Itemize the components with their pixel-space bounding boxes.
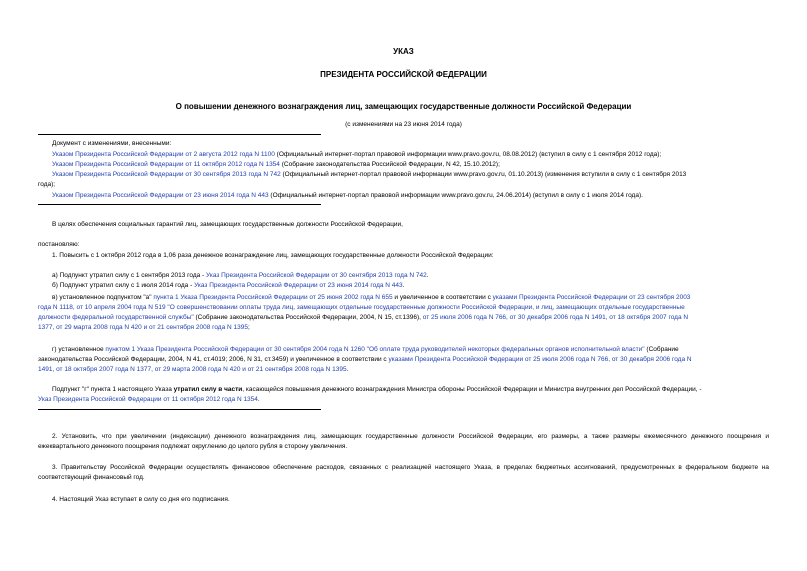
inline-link[interactable]: 1491, от 18 октября 2007 года N 1377, от 29 марта 2008 года N 420 и от 21 сентября 2008 года N 1395 xyxy=(38,366,347,373)
edition-note: (с изменениями на 23 июня 2014 года) xyxy=(345,121,462,128)
subparagraph-g-line xyxy=(38,355,692,364)
subparagraph-v-line xyxy=(38,323,250,332)
change-text: (Официальный интернет-портал правовой информации www.pravo.gov.ru, 08.08.2012) (вступил в силу с 1 сентября 2012 года); xyxy=(274,151,662,158)
change-item xyxy=(52,170,686,179)
inline-link[interactable]: от 25 июля 2006 года N 766, от 30 декабря 2006 года N 1491, от 18 октября 2007 года N xyxy=(422,314,689,321)
inline-text: . xyxy=(346,366,349,373)
paragraph-4: 4. Настоящий Указ вступает в силу со дня его подписания. xyxy=(52,496,230,503)
preamble: В целях обеспечения социальных гарантий лиц, замещающих государственные должности Российской Федерации, xyxy=(52,221,403,228)
change-link[interactable]: Указом Президента Российской Федерации от 2 августа 2012 года N 1100 xyxy=(52,151,275,158)
subparagraph-v-line xyxy=(52,293,690,302)
divider-bottom xyxy=(38,204,321,205)
document-title: О повышении денежного вознаграждения лиц, замещающих государственные должности Российской Федерации xyxy=(175,102,632,111)
change-item xyxy=(52,150,661,159)
subparagraph-a-text: а) Подпункт утратил силу с 1 сентября 2013 года - xyxy=(52,272,207,279)
subparagraph-b: б) Подпункт утратил силу с 1 июля 2014 года - Указ Президента Российской Федерации от 23 июня 2014 года N 443. xyxy=(52,282,405,289)
subparagraph-g-line xyxy=(38,365,348,374)
inline-text: ; xyxy=(247,324,250,331)
change-link[interactable]: Указом Президента Российской Федерации от 23 июня 2014 года N 443 xyxy=(52,192,269,199)
amendment-note-line xyxy=(38,395,260,404)
inline-text: Подпункт "г" пункта 1 настоящего Указа xyxy=(52,386,174,393)
subparagraph-a: а) Подпункт утратил силу с 1 сентября 2013 года - Указ Президента Российской Федерации от 30 сентября 2013 года N 742. xyxy=(52,272,429,279)
inline-link[interactable]: 1377, от 29 марта 2008 года N 420 и от 21 сентября 2008 года N 1395 xyxy=(38,324,248,331)
subparagraph-b-text: б) Подпункт утратил силу с 1 июля 2014 года - xyxy=(52,282,195,289)
doc-type-heading: УКАЗ xyxy=(393,47,414,56)
inline-text: законодательства Российской Федерации, 2004, N 41, ст.4019; 2006, N 31, ст.3459) и увеличенное в соответствии с xyxy=(38,356,389,363)
inline-link[interactable]: должности федеральной государственной службы" xyxy=(38,314,194,321)
paragraph-1: 1. Повысить с 1 октября 2012 года в 1,06 раза денежное вознаграждение лиц, замещающих государственные должности Российской Федерации: xyxy=(52,252,494,259)
subparagraph-b-link[interactable]: Указ Президента Российской Федерации от 23 июня 2014 года N 443 xyxy=(194,282,403,289)
change-link[interactable]: Указом Президента Российской Федерации от 30 сентября 2013 года N 742 xyxy=(52,171,281,178)
changes-intro: Документ с изменениями, внесенными: xyxy=(52,140,172,147)
change-item xyxy=(52,160,500,169)
change-item-continuation: года); xyxy=(38,181,56,188)
inline-text: (Собрание законодательства Российской Федерации, 2004, N 15, ст.1396), xyxy=(193,314,423,321)
subparagraph-a-link[interactable]: Указ Президента Российской Федерации от 30 сентября 2013 года N 742 xyxy=(206,272,427,279)
paragraph-2: 2. Установить, что при увеличении (индексации) денежного вознаграждения лиц, замещающих государственные должности Российской Федерации, его размеры, а также размеры ежемесячного денежного поощрения и ежеквартального денежного поощрения подлежат округлению до целого рубля в сторону увеличения. xyxy=(38,433,769,450)
issuer-heading: ПРЕЗИДЕНТА РОССИЙСКОЙ ФЕДЕРАЦИИ xyxy=(320,70,487,79)
subparagraph-v-line xyxy=(38,313,688,322)
subparagraph-g-line xyxy=(52,345,679,354)
inline-text: и увеличенное в соответствии с xyxy=(392,294,493,301)
inline-link[interactable]: пунктом 1 Указа Президента Российской Федерации от 30 сентября 2004 года N 1260 "Об оплате труда руководителей некоторых федеральных органов исполнительной власти" xyxy=(105,346,645,353)
subparagraph-v-line xyxy=(38,303,685,312)
inline-link[interactable]: указами Президента Российской Федерации от 25 июля 2006 года N 766, от 30 декабря 2006 года N xyxy=(388,356,692,363)
inline-link[interactable]: пункта 1 Указа Президента Российской Федерации от 25 июня 2002 года N 655 xyxy=(153,294,393,301)
inline-text: г) установленное xyxy=(52,346,106,353)
decree-word: постановляю: xyxy=(38,241,80,248)
change-text: (Собрание законодательства Российской Федерации, N 42, 15.10.2012); xyxy=(279,161,500,168)
inline-text: , касающейся повышения денежного вознаграждения Министра обороны Российской Федерации и Министра внутренних дел Российской Федерации, - xyxy=(242,386,702,393)
inline-link[interactable]: Указ Президента Российской Федерации от 11 октября 2012 года N 1354 xyxy=(38,396,258,403)
note-divider xyxy=(38,409,321,410)
inline-text: в) установленное подпунктом "а" xyxy=(52,294,154,301)
inline-link[interactable]: года N 1118, от 10 апреля 2004 года N 519 "О совершенствовании оплаты труда лиц, замещающих отдельные государственные должности Российской Федерации, и лиц, замещающих отдельные государственные xyxy=(38,304,685,311)
inline-text: (Собрание xyxy=(644,346,679,353)
paragraph-3: 3. Правительству Российской Федерации осуществлять финансовое обеспечение расходов, связанных с реализацией настоящего Указа, в пределах бюджетных ассигнований, предусмотренных в федеральном бюджете на соответствующий финансовый год. xyxy=(38,464,769,481)
change-text: (Официальный интернет-портал правовой информации www.pravo.gov.ru, 24.06.2014) (вступил в силу с 1 июля 2014 года). xyxy=(268,192,643,199)
inline-text: утратил силу в части xyxy=(173,386,243,393)
change-item xyxy=(52,191,643,200)
inline-link[interactable]: указами Президента Российской Федерации от 23 сентября 2003 xyxy=(492,294,691,301)
divider-top xyxy=(38,134,321,135)
change-text: (Официальный интернет-портал правовой информации www.pravo.gov.ru, 01.10.2013) (изменения вступили в силу с 1 сентября 2013 xyxy=(280,171,687,178)
inline-text: . xyxy=(257,396,260,403)
amendment-note-line xyxy=(52,385,702,394)
change-link[interactable]: Указом Президента Российской Федерации от 11 октября 2012 года N 1354 xyxy=(52,161,280,168)
